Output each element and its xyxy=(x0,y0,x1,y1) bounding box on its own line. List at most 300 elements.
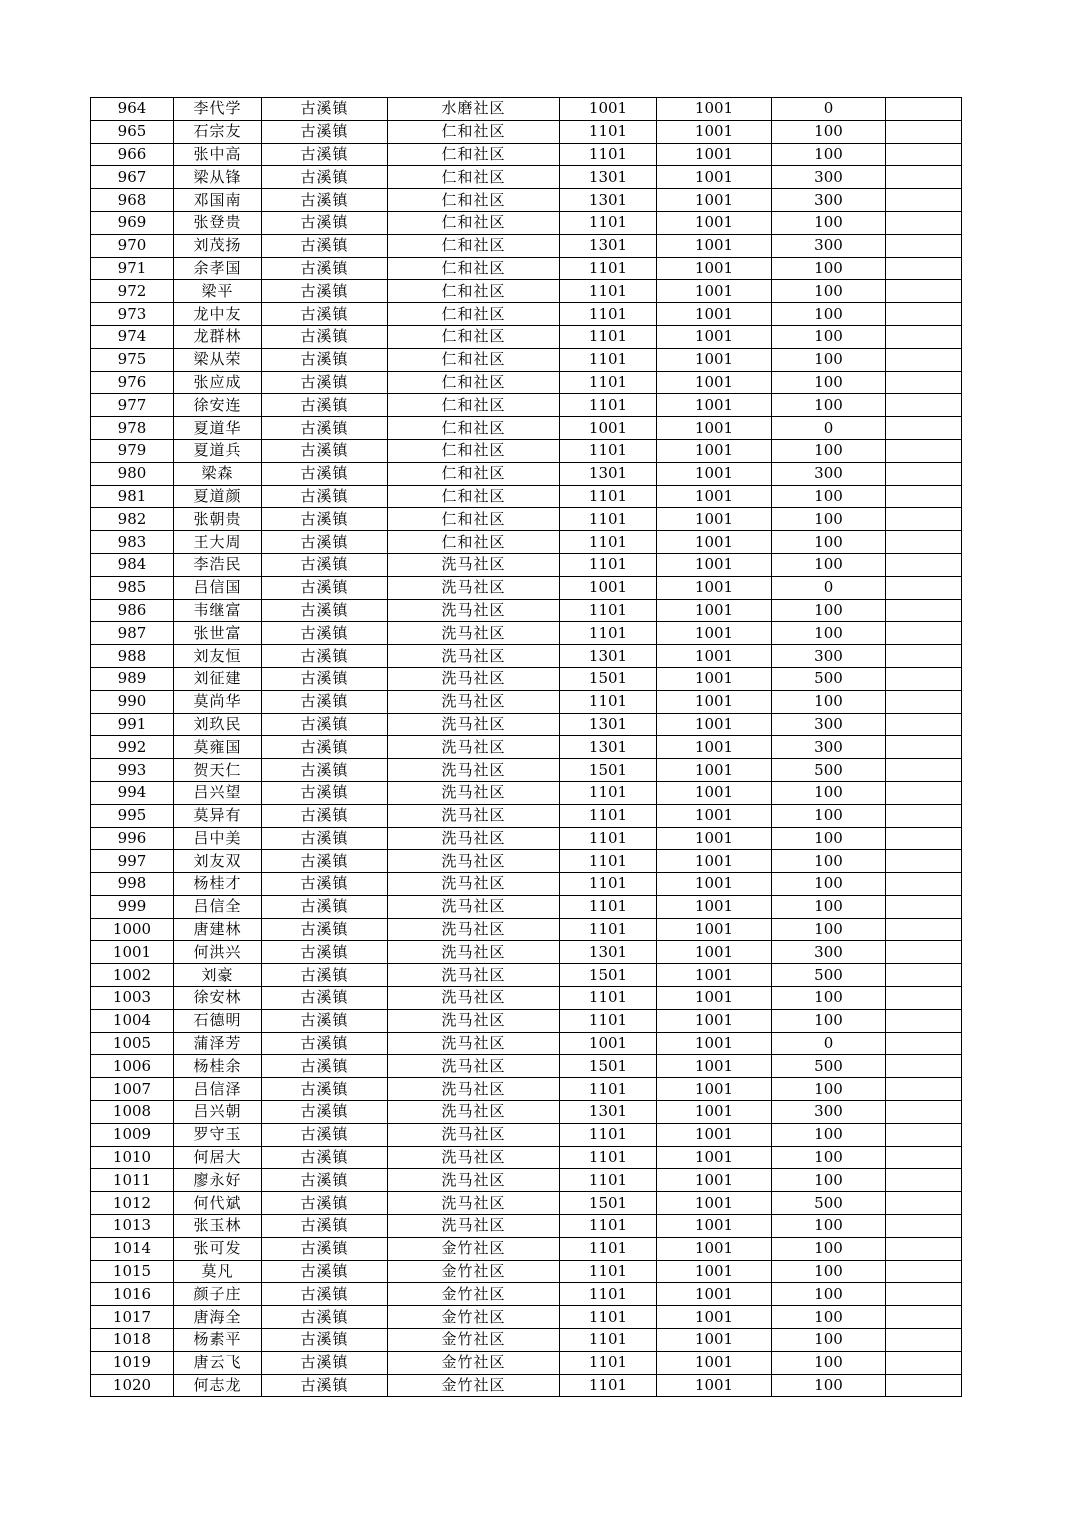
cell-code-b: 1001 xyxy=(657,1329,772,1352)
cell-community: 金竹社区 xyxy=(388,1374,560,1397)
cell-code-b: 1001 xyxy=(657,1055,772,1078)
cell-name: 吕兴望 xyxy=(174,781,262,804)
cell-number: 1010 xyxy=(91,1146,174,1169)
cell-remark xyxy=(886,736,962,759)
cell-code-b: 1001 xyxy=(657,827,772,850)
cell-remark xyxy=(886,873,962,896)
cell-name: 罗守玉 xyxy=(174,1123,262,1146)
cell-code-b: 1001 xyxy=(657,1169,772,1192)
table-row xyxy=(91,1351,962,1374)
cell-town: 古溪镇 xyxy=(262,576,388,599)
cell-remark xyxy=(886,417,962,440)
table-row xyxy=(91,531,962,554)
cell-name: 何志龙 xyxy=(174,1374,262,1397)
cell-town: 古溪镇 xyxy=(262,781,388,804)
cell-number: 986 xyxy=(91,599,174,622)
cell-code-a: 1101 xyxy=(560,918,657,941)
cell-code-b: 1001 xyxy=(657,1123,772,1146)
cell-community: 仁和社区 xyxy=(388,531,560,554)
cell-remark xyxy=(886,645,962,668)
cell-remark xyxy=(886,371,962,394)
cell-code-a: 1101 xyxy=(560,553,657,576)
table-row xyxy=(91,439,962,462)
cell-code-b: 1001 xyxy=(657,257,772,280)
cell-amount: 100 xyxy=(772,348,886,371)
cell-code-b: 1001 xyxy=(657,759,772,782)
cell-amount: 100 xyxy=(772,804,886,827)
cell-amount: 300 xyxy=(772,234,886,257)
cell-code-a: 1301 xyxy=(560,941,657,964)
cell-town: 古溪镇 xyxy=(262,804,388,827)
cell-number: 975 xyxy=(91,348,174,371)
table-row xyxy=(91,1215,962,1238)
cell-community: 洗马社区 xyxy=(388,1123,560,1146)
cell-name: 龙群林 xyxy=(174,325,262,348)
cell-name: 莫凡 xyxy=(174,1260,262,1283)
cell-community: 洗马社区 xyxy=(388,804,560,827)
cell-code-a: 1501 xyxy=(560,759,657,782)
cell-code-b: 1001 xyxy=(657,1215,772,1238)
cell-code-b: 1001 xyxy=(657,508,772,531)
cell-number: 1009 xyxy=(91,1123,174,1146)
cell-amount: 100 xyxy=(772,325,886,348)
cell-number: 980 xyxy=(91,462,174,485)
table-row xyxy=(91,781,962,804)
cell-remark xyxy=(886,964,962,987)
cell-amount: 100 xyxy=(772,280,886,303)
cell-code-a: 1101 xyxy=(560,348,657,371)
table-row xyxy=(91,371,962,394)
cell-town: 古溪镇 xyxy=(262,1306,388,1329)
table-row xyxy=(91,417,962,440)
cell-community: 洗马社区 xyxy=(388,941,560,964)
cell-amount: 100 xyxy=(772,1283,886,1306)
cell-amount: 100 xyxy=(772,622,886,645)
cell-town: 古溪镇 xyxy=(262,827,388,850)
cell-community: 仁和社区 xyxy=(388,166,560,189)
cell-code-b: 1001 xyxy=(657,439,772,462)
table-row xyxy=(91,690,962,713)
table-row xyxy=(91,827,962,850)
cell-remark xyxy=(886,166,962,189)
cell-code-a: 1101 xyxy=(560,303,657,326)
cell-amount: 100 xyxy=(772,1351,886,1374)
cell-name: 莫异有 xyxy=(174,804,262,827)
cell-code-a: 1101 xyxy=(560,1260,657,1283)
cell-name: 莫尚华 xyxy=(174,690,262,713)
cell-number: 988 xyxy=(91,645,174,668)
cell-amount: 100 xyxy=(772,987,886,1010)
table-row xyxy=(91,667,962,690)
cell-town: 古溪镇 xyxy=(262,166,388,189)
table-row xyxy=(91,325,962,348)
cell-town: 古溪镇 xyxy=(262,280,388,303)
cell-code-a: 1101 xyxy=(560,1306,657,1329)
cell-town: 古溪镇 xyxy=(262,1055,388,1078)
cell-number: 970 xyxy=(91,234,174,257)
cell-code-b: 1001 xyxy=(657,1374,772,1397)
cell-community: 洗马社区 xyxy=(388,987,560,1010)
table-row xyxy=(91,166,962,189)
table-row xyxy=(91,1055,962,1078)
cell-remark xyxy=(886,325,962,348)
cell-community: 洗马社区 xyxy=(388,964,560,987)
cell-community: 仁和社区 xyxy=(388,371,560,394)
cell-name: 唐云飞 xyxy=(174,1351,262,1374)
table-row xyxy=(91,1192,962,1215)
cell-town: 古溪镇 xyxy=(262,850,388,873)
cell-amount: 300 xyxy=(772,1101,886,1124)
table-row xyxy=(91,120,962,143)
cell-name: 梁从荣 xyxy=(174,348,262,371)
cell-community: 洗马社区 xyxy=(388,667,560,690)
cell-code-a: 1101 xyxy=(560,1215,657,1238)
cell-remark xyxy=(886,941,962,964)
cell-remark xyxy=(886,918,962,941)
cell-amount: 100 xyxy=(772,1306,886,1329)
cell-amount: 100 xyxy=(772,690,886,713)
cell-amount: 100 xyxy=(772,1374,886,1397)
cell-code-a: 1101 xyxy=(560,325,657,348)
cell-code-a: 1101 xyxy=(560,280,657,303)
cell-code-a: 1101 xyxy=(560,622,657,645)
table-row xyxy=(91,1032,962,1055)
cell-code-b: 1001 xyxy=(657,964,772,987)
cell-remark xyxy=(886,713,962,736)
cell-code-b: 1001 xyxy=(657,166,772,189)
cell-remark xyxy=(886,622,962,645)
cell-code-b: 1001 xyxy=(657,1192,772,1215)
cell-remark xyxy=(886,1009,962,1032)
cell-remark xyxy=(886,1215,962,1238)
cell-code-a: 1101 xyxy=(560,257,657,280)
cell-community: 洗马社区 xyxy=(388,759,560,782)
table-row xyxy=(91,918,962,941)
cell-amount: 300 xyxy=(772,941,886,964)
cell-remark xyxy=(886,1351,962,1374)
cell-code-a: 1101 xyxy=(560,508,657,531)
cell-code-b: 1001 xyxy=(657,531,772,554)
cell-town: 古溪镇 xyxy=(262,508,388,531)
cell-community: 仁和社区 xyxy=(388,417,560,440)
cell-town: 古溪镇 xyxy=(262,941,388,964)
cell-code-b: 1001 xyxy=(657,189,772,212)
cell-name: 余孝国 xyxy=(174,257,262,280)
cell-number: 1011 xyxy=(91,1169,174,1192)
table-row xyxy=(91,1306,962,1329)
table-body xyxy=(91,98,962,1397)
cell-amount: 0 xyxy=(772,576,886,599)
cell-code-b: 1001 xyxy=(657,941,772,964)
cell-code-a: 1101 xyxy=(560,531,657,554)
cell-amount: 300 xyxy=(772,713,886,736)
cell-remark xyxy=(886,280,962,303)
cell-code-a: 1101 xyxy=(560,1169,657,1192)
cell-remark xyxy=(886,987,962,1010)
cell-name: 李代学 xyxy=(174,98,262,121)
table-row xyxy=(91,1283,962,1306)
cell-amount: 100 xyxy=(772,143,886,166)
cell-community: 洗马社区 xyxy=(388,576,560,599)
cell-code-b: 1001 xyxy=(657,98,772,121)
table-row xyxy=(91,280,962,303)
cell-number: 1004 xyxy=(91,1009,174,1032)
cell-remark xyxy=(886,462,962,485)
cell-remark xyxy=(886,394,962,417)
cell-town: 古溪镇 xyxy=(262,462,388,485)
cell-amount: 100 xyxy=(772,850,886,873)
cell-town: 古溪镇 xyxy=(262,736,388,759)
cell-town: 古溪镇 xyxy=(262,485,388,508)
cell-code-a: 1501 xyxy=(560,1192,657,1215)
cell-number: 978 xyxy=(91,417,174,440)
cell-amount: 100 xyxy=(772,1215,886,1238)
cell-code-a: 1501 xyxy=(560,667,657,690)
cell-community: 洗马社区 xyxy=(388,827,560,850)
cell-amount: 100 xyxy=(772,303,886,326)
cell-code-a: 1101 xyxy=(560,850,657,873)
cell-number: 1003 xyxy=(91,987,174,1010)
cell-number: 993 xyxy=(91,759,174,782)
cell-number: 977 xyxy=(91,394,174,417)
cell-remark xyxy=(886,98,962,121)
cell-name: 夏道颜 xyxy=(174,485,262,508)
cell-name: 石宗友 xyxy=(174,120,262,143)
cell-number: 1017 xyxy=(91,1306,174,1329)
cell-town: 古溪镇 xyxy=(262,394,388,417)
cell-community: 仁和社区 xyxy=(388,257,560,280)
table-row xyxy=(91,599,962,622)
cell-code-b: 1001 xyxy=(657,599,772,622)
cell-community: 洗马社区 xyxy=(388,1146,560,1169)
cell-name: 刘豪 xyxy=(174,964,262,987)
cell-name: 莫雍国 xyxy=(174,736,262,759)
cell-town: 古溪镇 xyxy=(262,439,388,462)
cell-remark xyxy=(886,189,962,212)
table-row xyxy=(91,873,962,896)
cell-name: 吕中美 xyxy=(174,827,262,850)
cell-remark xyxy=(886,599,962,622)
cell-name: 何居大 xyxy=(174,1146,262,1169)
cell-amount: 100 xyxy=(772,781,886,804)
cell-remark xyxy=(886,485,962,508)
cell-code-b: 1001 xyxy=(657,211,772,234)
cell-amount: 500 xyxy=(772,964,886,987)
cell-community: 仁和社区 xyxy=(388,325,560,348)
cell-number: 1019 xyxy=(91,1351,174,1374)
cell-town: 古溪镇 xyxy=(262,348,388,371)
table-row xyxy=(91,576,962,599)
cell-code-b: 1001 xyxy=(657,713,772,736)
cell-code-a: 1101 xyxy=(560,1351,657,1374)
table-row xyxy=(91,1237,962,1260)
cell-amount: 100 xyxy=(772,1123,886,1146)
cell-remark xyxy=(886,439,962,462)
cell-remark xyxy=(886,576,962,599)
cell-remark xyxy=(886,667,962,690)
cell-number: 1012 xyxy=(91,1192,174,1215)
cell-amount: 300 xyxy=(772,166,886,189)
cell-code-a: 1301 xyxy=(560,736,657,759)
cell-remark xyxy=(886,1146,962,1169)
table-row xyxy=(91,1329,962,1352)
cell-community: 洗马社区 xyxy=(388,1009,560,1032)
cell-name: 杨桂才 xyxy=(174,873,262,896)
cell-town: 古溪镇 xyxy=(262,1329,388,1352)
cell-amount: 100 xyxy=(772,531,886,554)
cell-number: 1008 xyxy=(91,1101,174,1124)
table-row xyxy=(91,850,962,873)
cell-community: 洗马社区 xyxy=(388,873,560,896)
cell-number: 995 xyxy=(91,804,174,827)
table-row xyxy=(91,736,962,759)
cell-number: 965 xyxy=(91,120,174,143)
cell-code-a: 1301 xyxy=(560,645,657,668)
cell-amount: 500 xyxy=(772,1192,886,1215)
table-row xyxy=(91,713,962,736)
cell-name: 张应成 xyxy=(174,371,262,394)
cell-amount: 300 xyxy=(772,645,886,668)
cell-amount: 100 xyxy=(772,895,886,918)
cell-number: 1007 xyxy=(91,1078,174,1101)
cell-amount: 300 xyxy=(772,462,886,485)
cell-code-b: 1001 xyxy=(657,553,772,576)
cell-name: 杨桂余 xyxy=(174,1055,262,1078)
cell-code-b: 1001 xyxy=(657,120,772,143)
cell-code-a: 1101 xyxy=(560,211,657,234)
table-row xyxy=(91,257,962,280)
cell-amount: 0 xyxy=(772,98,886,121)
cell-community: 金竹社区 xyxy=(388,1329,560,1352)
cell-code-b: 1001 xyxy=(657,736,772,759)
cell-town: 古溪镇 xyxy=(262,667,388,690)
cell-town: 古溪镇 xyxy=(262,553,388,576)
cell-amount: 100 xyxy=(772,1009,886,1032)
cell-remark xyxy=(886,781,962,804)
cell-number: 981 xyxy=(91,485,174,508)
cell-remark xyxy=(886,1374,962,1397)
cell-community: 洗马社区 xyxy=(388,1192,560,1215)
table-row xyxy=(91,622,962,645)
cell-remark xyxy=(886,1055,962,1078)
cell-town: 古溪镇 xyxy=(262,1101,388,1124)
cell-amount: 100 xyxy=(772,1260,886,1283)
table-row xyxy=(91,485,962,508)
cell-community: 洗马社区 xyxy=(388,918,560,941)
cell-amount: 0 xyxy=(772,417,886,440)
cell-code-b: 1001 xyxy=(657,1032,772,1055)
table-row xyxy=(91,508,962,531)
cell-name: 刘友恒 xyxy=(174,645,262,668)
cell-number: 971 xyxy=(91,257,174,280)
cell-name: 夏道兵 xyxy=(174,439,262,462)
cell-code-a: 1101 xyxy=(560,394,657,417)
cell-community: 洗马社区 xyxy=(388,736,560,759)
cell-number: 999 xyxy=(91,895,174,918)
cell-code-a: 1101 xyxy=(560,781,657,804)
cell-amount: 500 xyxy=(772,1055,886,1078)
cell-amount: 100 xyxy=(772,553,886,576)
cell-name: 贺天仁 xyxy=(174,759,262,782)
cell-number: 966 xyxy=(91,143,174,166)
cell-number: 994 xyxy=(91,781,174,804)
cell-number: 973 xyxy=(91,303,174,326)
cell-number: 984 xyxy=(91,553,174,576)
cell-remark xyxy=(886,1260,962,1283)
cell-name: 夏道华 xyxy=(174,417,262,440)
cell-name: 唐海全 xyxy=(174,1306,262,1329)
table-row xyxy=(91,348,962,371)
cell-amount: 500 xyxy=(772,667,886,690)
cell-code-a: 1101 xyxy=(560,987,657,1010)
cell-code-a: 1301 xyxy=(560,166,657,189)
cell-code-b: 1001 xyxy=(657,987,772,1010)
cell-number: 982 xyxy=(91,508,174,531)
cell-number: 983 xyxy=(91,531,174,554)
cell-number: 1005 xyxy=(91,1032,174,1055)
cell-code-a: 1101 xyxy=(560,1146,657,1169)
cell-amount: 100 xyxy=(772,599,886,622)
cell-amount: 100 xyxy=(772,873,886,896)
cell-code-b: 1001 xyxy=(657,1078,772,1101)
cell-town: 古溪镇 xyxy=(262,1009,388,1032)
cell-code-a: 1101 xyxy=(560,143,657,166)
cell-amount: 100 xyxy=(772,1237,886,1260)
cell-code-b: 1001 xyxy=(657,576,772,599)
cell-code-a: 1101 xyxy=(560,1009,657,1032)
cell-code-b: 1001 xyxy=(657,325,772,348)
cell-number: 1002 xyxy=(91,964,174,987)
cell-code-a: 1101 xyxy=(560,371,657,394)
cell-code-b: 1001 xyxy=(657,485,772,508)
cell-remark xyxy=(886,690,962,713)
cell-community: 洗马社区 xyxy=(388,1032,560,1055)
cell-number: 968 xyxy=(91,189,174,212)
cell-name: 张可发 xyxy=(174,1237,262,1260)
cell-code-a: 1101 xyxy=(560,1283,657,1306)
table-row xyxy=(91,1260,962,1283)
cell-community: 金竹社区 xyxy=(388,1237,560,1260)
cell-number: 992 xyxy=(91,736,174,759)
cell-code-b: 1001 xyxy=(657,622,772,645)
cell-name: 梁从锋 xyxy=(174,166,262,189)
cell-remark xyxy=(886,827,962,850)
cell-name: 吕信国 xyxy=(174,576,262,599)
cell-community: 仁和社区 xyxy=(388,439,560,462)
cell-amount: 100 xyxy=(772,439,886,462)
cell-code-a: 1101 xyxy=(560,873,657,896)
cell-number: 991 xyxy=(91,713,174,736)
cell-number: 987 xyxy=(91,622,174,645)
cell-town: 古溪镇 xyxy=(262,1146,388,1169)
cell-code-a: 1101 xyxy=(560,439,657,462)
table-row xyxy=(91,1123,962,1146)
cell-name: 石德明 xyxy=(174,1009,262,1032)
cell-amount: 100 xyxy=(772,1329,886,1352)
cell-name: 刘友双 xyxy=(174,850,262,873)
table-row xyxy=(91,759,962,782)
table-row xyxy=(91,1009,962,1032)
cell-code-a: 1301 xyxy=(560,462,657,485)
cell-community: 仁和社区 xyxy=(388,234,560,257)
cell-number: 996 xyxy=(91,827,174,850)
cell-name: 张中高 xyxy=(174,143,262,166)
cell-community: 仁和社区 xyxy=(388,394,560,417)
cell-town: 古溪镇 xyxy=(262,143,388,166)
cell-remark xyxy=(886,1078,962,1101)
cell-town: 古溪镇 xyxy=(262,645,388,668)
cell-name: 蒲泽芳 xyxy=(174,1032,262,1055)
